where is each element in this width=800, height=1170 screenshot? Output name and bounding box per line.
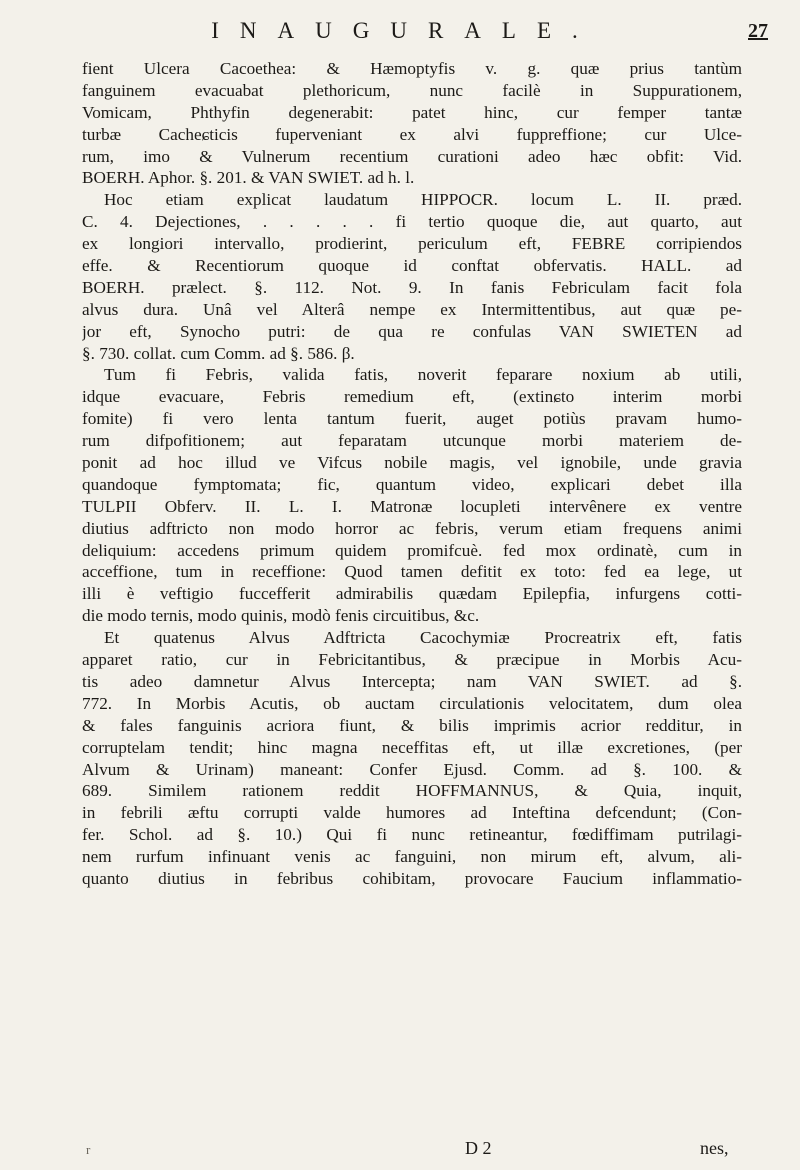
text-line: Et quatenus Alvus Adftricta Cacochymiæ Procreatrix eft, fatis [104, 628, 742, 648]
text-line: C. 4. Dejectiones, . . . . . fi tertio quoque die, aut quarto, aut [82, 212, 742, 232]
text-line: quanto diutius in febribus cohibitam, provocare Faucium inflammatio- [82, 868, 742, 888]
text-line: die modo ternis, modo quinis, modò fenis circuitibus, &c. [82, 606, 480, 626]
text-line: rum difpofitionem; aut feparatam utcunque morbi materiem de- [82, 431, 742, 451]
text-line: TULPII Obferv. II. L. I. Matronæ locupleti intervênere ex ventre [82, 496, 742, 516]
text-line: idque evacuare, Febris remedium eft, (extinɕto interim morbi [82, 387, 742, 407]
text-line: ponit ad hoc illud ve Vifcus nobile magis, vel ignobile, unde gravia [82, 453, 742, 473]
text-line: 772. In Morbis Acutis, ob auctam circulationis velocitatem, dum olea [82, 693, 742, 713]
text-line: Alvum & Urinam) maneant: Confer Ejusd. Comm. ad §. 100. & [82, 759, 742, 779]
catchword: nes, [700, 1138, 729, 1158]
text-line: fient Ulcera Cacoethea: & Hæmoptyfis v. g. quæ prius tantùm [82, 59, 742, 78]
text-line: nem rurfum infinuant venis ac fanguini, non mirum eft, alvum, ali- [82, 847, 742, 867]
text-line: ex longiori intervallo, prodierint, periculum eft, FEBRE corripiendos [82, 234, 742, 254]
text-line: jor eft, Synocho putri: de qua re confulas VAN SWIETEN ad [82, 321, 742, 341]
text-line: Vomicam, Phthyfin degenerabit: patet hinc, cur femper tantæ [82, 102, 742, 122]
text-line: BOERH. prælect. §. 112. Not. 9. In fanis Febriculam facit fola [82, 277, 742, 297]
text-line: Hoc etiam explicat laudatum HIPPOCR. locum L. II. præd. [104, 190, 742, 210]
text-line: §. 730. collat. cum Comm. ad §. 586. β. [82, 343, 355, 363]
page-footer [0, 1138, 800, 1164]
text-line: fer. Schol. ad §. 10.) Qui fi nunc retineantur, fœdiffimam putrilagi- [82, 825, 742, 845]
body-text [82, 58, 742, 890]
text-line: turbæ Cacheɕticis fuperveniant ex alvi fuppreffione; cur Ulce- [82, 124, 742, 144]
text-line: 689. Similem rationem reddit HOFFMANNUS, & Quia, inquit, [82, 781, 742, 801]
text-line: rum, imo & Vulnerum recentium curationi adeo hæc obfit: Vid. [82, 146, 742, 166]
text-line: BOERH. Aphor. §. 201. & VAN SWIET. ad h. l. [82, 168, 415, 188]
signature-mark: D 2 [465, 1138, 492, 1158]
page-number: 27 [748, 20, 768, 42]
text-line: deliquium: accedens primum quidem promifcuè. fed mox ordinatè, cum in [82, 540, 742, 560]
text-line: corruptelam tendit; hinc magna neceffitas eft, ut illæ excretiones, (per [82, 737, 742, 757]
text-line: acceffione, tum in receffione: Quod tamen defitit ex toto: fed ea lege, ut [82, 562, 742, 582]
text-line: tis adeo damnetur Alvus Intercepta; nam VAN SWIET. ad §. [82, 671, 742, 691]
text-line: effe. & Recentiorum quoque id conftat obfervatis. HALL. ad [82, 256, 742, 276]
running-title: INAUGURALE. [211, 18, 599, 43]
text-line: quandoque fymptomata; fic, quantum video, explicari debet illa [82, 474, 742, 494]
text-line: fanguinem evacuabat plethoricum, nunc facilè in Suppurationem, [82, 80, 742, 100]
text-line: & fales fanguinis acriora fiunt, & bilis imprimis acrior redditur, in [82, 715, 742, 735]
footer-mark: r [86, 1142, 91, 1157]
text-line: illi è veftigio fuccefferit admirabilis quædam Epilepfia, infurgens cotti- [82, 584, 742, 604]
page-header [0, 18, 800, 52]
text-line: alvus dura. Unâ vel Alterâ nempe ex Intermittentibus, aut quæ pe- [82, 299, 742, 319]
text-line: in febrili æftu corrupti valde humores ad Inteftina defcendunt; (Con- [82, 803, 742, 823]
text-line: Tum fi Febris, valida fatis, noverit feparare noxium ab utili, [104, 365, 742, 385]
text-line: diutius adftricto non modo horror ac febris, verum etiam frequens animi [82, 518, 742, 538]
text-line: fomite) fi vero lenta tantum fuerit, auget potiùs pravam humo- [82, 409, 742, 429]
text-line: apparet ratio, cur in Febricitantibus, & præcipue in Morbis Acu- [82, 650, 742, 670]
